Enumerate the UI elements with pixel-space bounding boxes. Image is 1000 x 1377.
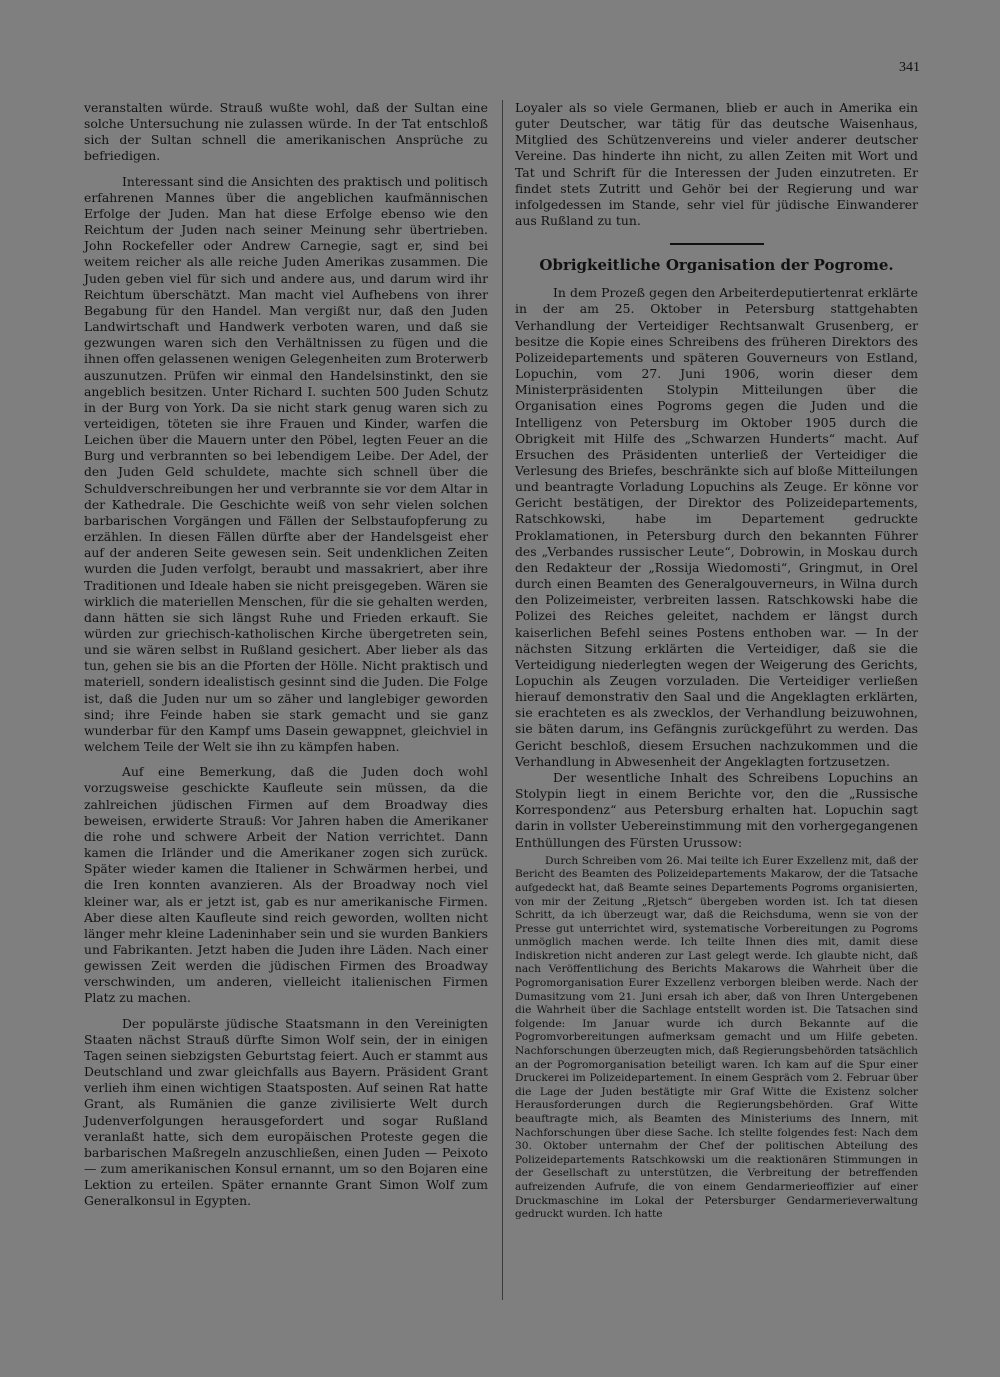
paragraph: In dem Prozeß gegen den Arbeiterdeputiertenrat erklärte in der am 25. Oktober in Petersburg stattgehabten Verhandlung der Verteidiger Rechtsanwalt Grusenberg, er besitze die Kopie eines Schreibens des früheren Direktors des Polizeidepartements und späteren Gouverneurs von Estland, Lopuchin, vom 27. Juni 1906, worin dieser dem Ministerpräsidenten Stolypin Mitteilungen über die Organisation eines Pogroms gegen die Juden und die Intelligenz von Petersburg im Oktober 1905 durch die Obrigkeit mit Hilfe des „Schwarzen Hunderts“ macht. Auf Ersuchen des Präsidenten unterließ der Verteidiger die Verlesung des Briefes, beschränkte sich auf bloße Mitteilungen und beantragte Vorladung Lopuchins als Zeuge. Er könne vor Gericht bestätigen, der Direktor des Polizeidepartements, Ratschkowski, habe im Departement gedruckte Proklamationen, in Petersburg durch den bekannten Führer des „Verbandes russischer Leute“, Dobrowin, in Moskau durch den Redakteur der „Rossija Wiedomosti“, Gringmut, in Orel durch einen Beamten des Generalgouverneurs, in Wilna durch den Polizeimeister, verbreiten lassen. Ratschkowski habe die Polizei des Reiches geleitet, nachdem er längst durch kaiserlichen Befehl seines Postens enthoben war. — In der nächsten Sitzung erklärten die Verteidiger, daß sie die Verteidigung niederlegten wegen der Weigerung des Gerichts, Lopuchin als Zeugen vorzuladen. Die Verteidiger verließen hierauf demonstrativ den Saal und die Angeklagten erklärten, sie erachteten es als zwecklos, der Verhandlung beizuwohnen, sie bäten darum, ins Gefängnis zurückgeführt zu werden. Das Gericht beschloß, diesem Ersuchen nachzukommen und die Verhandlung in Abwesenheit der Angeklagten fortzusetzen. bbox=[515, 285, 918, 769]
section-heading: Obrigkeitliche Organisation der Pogrome. bbox=[539, 256, 894, 275]
section-rule bbox=[670, 243, 764, 245]
left-column bbox=[84, 100, 488, 1209]
column-divider bbox=[502, 100, 503, 1300]
right-column bbox=[515, 100, 918, 1222]
quoted-letter: Durch Schreiben vom 26. Mai teilte ich Eurer Exzellenz mit, daß der Bericht des Beamten des Polizeidepartements Makarow, der die Tatsache aufgedeckt hat, daß Beamte seines Departements Pogroms organisierten, von mir der Zeitung „Rjetsch“ übergeben worden ist. Ich tat diesen Schritt, da ich überzeugt war, daß die Reichsduma, wenn sie von der Presse gut unterrichtet wird, systematische Vorbereitungen zu Pogroms unmöglich machen werde. Ich teilte Ihnen dies mit, damit diese Indiskretion nicht anderen zur Last gelegt werde. Ich glaubte nicht, daß nach Veröffentlichung des Berichts Makarows die Wahrheit über die Pogromorganisation Eurer Exzellenz verborgen bleiben werde. Nach der Dumasitzung vom 21. Juni ersah ich aber, daß von Ihren Untergebenen die Wahrheit über die Sachlage entstellt worden ist. Die Tatsachen sind folgende: Im Januar wurde ich durch Bekannte auf die Pogromvorbereitungen aufmerksam gemacht und um Hilfe gebeten. Nachforschungen überzeugten mich, daß Regierungsbehörden tatsächlich an der Pogromorganisation beteiligt waren. Ich kam auf die Spur einer Druckerei im Polizeidepartement. In einem Gespräch vom 2. Februar über die Lage der Juden bestätigte mir Graf Witte die Existenz solcher Herausforderungen durch die Regierungsbehörden. Graf Witte beauftragte mich, als Beamten des Ministeriums des Innern, mit Nachforschungen über diese Sache. Ich stellte folgendes fest: Nach dem 30. Oktober unternahm der Chef der politischen Abteilung des Polizeidepartements Ratschkowski um die reaktionären Stimmungen in der Gesellschaft zu unterstützen, die Verbreitung der betreffenden aufreizenden Aufrufe, die von einem Gendarmerieoffizier auf einer Druckmaschine im Lokal der Petersburger Gendarmerieverwaltung gedruckt wurden. Ich hatte bbox=[515, 854, 918, 1221]
page-number: 341 bbox=[899, 60, 920, 75]
paragraph: Auf eine Bemerkung, daß die Juden doch wohl vorzugsweise geschickte Kaufleute sein müssen, da die zahlreichen jüdischen Firmen auf dem Broadway dies beweisen, erwiderte Strauß: Vor Jahren haben die Amerikaner die rohe und schwere Arbeit der Nation verrichtet. Dann kamen die Irländer und die Amerikaner zogen sich zurück. Später wieder kamen die Italiener in Schwärmen herbei, und die Iren konnten avanzieren. Als der Broadway noch viel kleiner war, als er jetzt ist, gab es nur amerikanische Firmen. Aber diese alten Kaufleute sind reich geworden, wollten nicht länger mehr kleine Ladeninhaber sein und sie wurden Bankiers und Fabrikanten. Jetzt haben die Juden ihre Läden. Nach einer gewissen Zeit werden die jüdischen Firmen des Broadway verschwinden, um anderen, vielleicht italienischen Firmen Platz zu machen. bbox=[84, 764, 488, 1006]
paragraph: Loyaler als so viele Germanen, blieb er auch in Amerika ein guter Deutscher, war tätig für das deutsche Waisenhaus, Mitglied des Schützenvereins und vieler anderer deutscher Vereine. Das hinderte ihn nicht, zu allen Zeiten mit Wort und Tat und Schrift für die Interessen der Juden einzutreten. Er findet stets Zutritt und Gehör bei der Regierung und war infolgedessen im Stande, sehr viel für jüdische Einwanderer aus Rußland zu tun. bbox=[515, 100, 918, 229]
paragraph: Interessant sind die Ansichten des praktisch und politisch erfahrenen Mannes über die angeblichen kaufmännischen Erfolge der Juden. Man hat diese Erfolge ebenso wie den Reichtum der Juden nach seiner Meinung sehr übertrieben. John Rockefeller oder Andrew Carnegie, sagt er, sind bei weitem reicher als alle reiche Juden Amerikas zusammen. Die Juden geben viel für sich und andere aus, und darum wird ihr Reichtum überschätzt. Man macht viel Aufhebens von ihrer Begabung für den Handel. Man vergißt nur, daß den Juden Landwirtschaft und Handwerk verboten waren, und daß sie gezwungen waren sich den Verhältnissen zu fügen und die ihnen offen gelassenen wenigen Gelegenheiten zum Broterwerb auszunutzen. Prüfen wir einmal den Handelsinstinkt, den sie angeblich besitzen. Unter Richard I. suchten 500 Juden Schutz in der Burg von York. Da sie nicht stark genug waren sich zu verteidigen, töteten sie ihre Frauen und Kinder, warfen die Leichen über die Mauern unter den Pöbel, legten Feuer an die Burg und verbrannten so bei lebendigem Leibe. Der Adel, der den Juden Geld schuldete, machte sich schnell über die Schuldverschreibungen her und verbrannte sie vor dem Altar in der Kathedrale. Die Geschichte weiß von sehr vielen solchen barbarischen Vorgängen und Fällen der Selbstaufopferung zu erzählen. In diesen Fällen dürfte aber der Handelsgeist eher auf der anderen Seite gewesen sein. Seit undenklichen Zeiten wurden die Juden verfolgt, beraubt und massakriert, aber ihre Traditionen und Ideale haben sie nicht preisgegeben. Wären sie wirklich die materiellen Menschen, für die sie gehalten werden, dann hätten sie sich längst Ruhe und Frieden erkauft. Sie würden zur griechisch-katholischen Kirche übergetreten sein, und sie wären selbst in Rußland gesichert. Aber lieber als das tun, gehen sie bis an die Pforten der Hölle. Nicht praktisch und materiell, sondern idealistisch gesinnt sind die Juden. Die Folge ist, daß die Juden nur um so zäher und langlebiger geworden sind; ihre Feinde haben sie stark gemacht und sie ganz wunderbar für den Kampf ums Dasein gewappnet, gleichviel in welchem Teile der Welt sie ihn zu kämpfen haben. bbox=[84, 173, 488, 755]
paragraph: Der populärste jüdische Staatsmann in den Vereinigten Staaten nächst Strauß dürfte Simon Wolf sein, der in einigen Tagen seinen siebzigsten Geburtstag feiert. Auch er stammt aus Deutschland und zwar gleichfalls aus Bayern. Präsident Grant verlieh ihm einen wichtigen Staatsposten. Auf seinen Rat hatte Grant, als Rumänien die ganze zivilisierte Welt durch Judenverfolgungen herausgefordert und sogar Rußland veranlaßt hatte, sich dem europäischen Proteste gegen die barbarischen Maßregeln anzuschließen, einen Juden — Peixoto — zum amerikanischen Konsul ernannt, um so den Bojaren eine Lektion zu erteilen. Später ernannte Grant Simon Wolf zum Generalkonsul in Egypten. bbox=[84, 1015, 488, 1209]
paragraph: Der wesentliche Inhalt des Schreibens Lopuchins an Stolypin liegt in einem Berichte vor, den die „Russische Korrespondenz“ aus Petersburg erhalten hat. Lopuchin sagt darin in vollster Uebereinstimmung mit den vorhergegangenen Enthüllungen des Fürsten Urussow: bbox=[515, 769, 918, 850]
paragraph: veranstalten würde. Strauß wußte wohl, daß der Sultan eine solche Untersuchung nie zulassen würde. In der Tat entschloß sich der Sultan schnell die amerikanischen Ansprüche zu befriedigen. bbox=[84, 100, 488, 164]
